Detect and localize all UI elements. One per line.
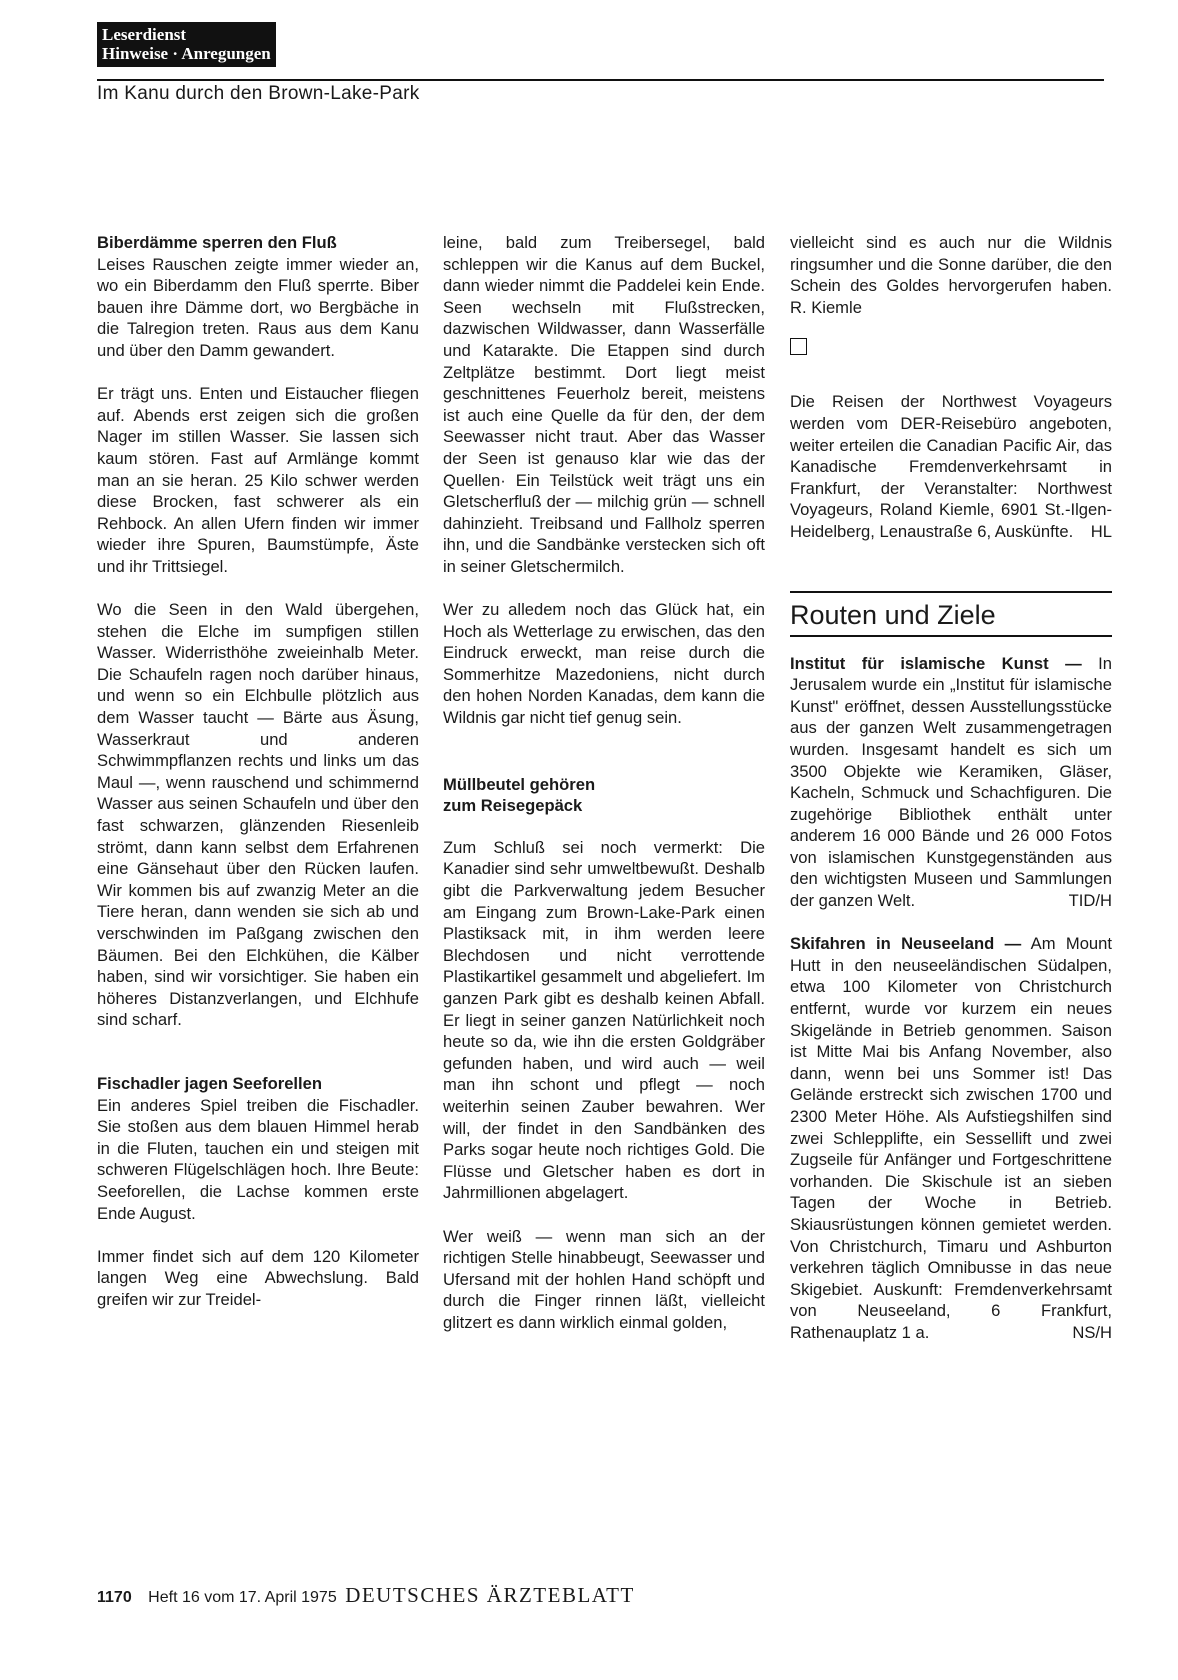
author-sign: TID/H bbox=[1068, 891, 1112, 911]
entry-islamische-kunst bbox=[790, 653, 1112, 912]
routes-heading: Routen und Ziele bbox=[790, 599, 996, 630]
section-label-line2: Hinweise · Anregungen bbox=[102, 44, 271, 63]
author-sign: NS/H bbox=[1072, 1322, 1112, 1342]
paragraph: Wo die Seen in den Wald übergehen, stehen die Elche im sumpfigen stillen Wasser. Widerristhöhe zweieinhalb Meter. Die Schaufeln ragen noch darüber hinaus, und wenn so ein Elchbulle plötzlich aus dem Wasser taucht — Bärte aus Äsung, Wasserkraut und anderen Schwimmpflanzen rechts und links um das Maul —, wenn rauschend und schimmernd Wasser aus seinen Schaufeln und über den fast schwarzen, glänzenden Riesenleib strömt, dann kann selbst dem Erfahrenen eine Gänsehaut über den Rücken laufen. Wir kommen bis auf zwanzig Meter an die Tiere heran, dann wenden sie sich ab und verschwinden im Paßgang zwischen den Bäumen. Bei den Elchkühen, die Kälber haben, sind wir vorsichtiger. Sie haben ein höheres Distanzverlangen, und Elchhufe sind scharf. bbox=[97, 600, 419, 1030]
routes-rule-top bbox=[790, 591, 1112, 593]
subheading-line: zum Reisegepäck bbox=[443, 796, 583, 816]
subheading-line: Müllbeutel gehören bbox=[443, 774, 596, 794]
paragraph: Wer weiß — wenn man sich an der richtigen Stelle hinabbeugt, Seewasser und Ufersand mit der hohlen Hand schöpft und durch die Finger rinnen läßt, vielleicht glitzert es dann wirklich einmal golden, bbox=[443, 1226, 765, 1332]
entry-title: Skifahren in Neuseeland — bbox=[790, 934, 1022, 954]
author-sign: HL bbox=[1090, 521, 1112, 541]
article-topic: Im Kanu durch den Brown-Lake-Park bbox=[97, 83, 420, 104]
subheading-biberdaemme: Biberdämme sperren den Fluß bbox=[97, 233, 337, 252]
paragraph: leine, bald zum Treibersegel, bald schleppen wir die Kanus auf dem Buckel, dann wieder nimmt die Paddelei kein Ende. Seen wechseln mit Flußstrecken, dazwischen Wildwasser, dann Wasserfälle und Katarakte. Die Etappen sind durch Zeltplätze bestimmt. Dort liegt meist geschnittenes Feuerholz bereit, meistens ist auch eine Quelle da für den, der dem Seewasser nicht traut. Aber das Wasser der Seen ist genauso klar wie das der Quellen· Ein Teilstück weit trägt uns ein Gletscherfluß der — milchig grün — schnell dahinzieht. Treibsand und Fallholz sperren ihn, und die Sandbänke verstecken sich oft in seiner Gletschermilch. bbox=[443, 233, 765, 576]
column-2 bbox=[443, 232, 765, 1334]
info-text: Die Reisen der Northwest Voyageurs werden vom DER-Reisebüro angeboten, weiter erteilen die Canadian Pacific Air, das Kanadische Fremdenverkehrsamt in Frankfurt, der Veranstalter: Northwest Voyageurs, Roland Kiemle, 6901 St.-Ilgen-Heidelberg, Lenaustraße 6, Auskünfte. bbox=[790, 392, 1112, 541]
column-1 bbox=[97, 232, 419, 1311]
section-label bbox=[97, 22, 276, 67]
page-number: 1170 bbox=[97, 1589, 132, 1606]
entry-skifahren bbox=[790, 933, 1112, 1343]
subheading-fischadler: Fischadler jagen Seeforellen bbox=[97, 1073, 323, 1093]
entry-title: Institut für islamische Kunst — bbox=[790, 653, 1082, 673]
paragraph: Immer findet sich auf dem 120 Kilometer langen Weg eine Abwechslung. Bald greifen wir zur Treidel- bbox=[97, 1246, 419, 1309]
paragraph-info bbox=[790, 391, 1112, 542]
paragraph: Wer zu alledem noch das Glück hat, ein Hoch als Wetterlage zu erwischen, das den Eindruck erweckt, man reise durch die Sommerhitze Mazedoniens, nicht durch den hohen Norden Kanadas, dem kann die Wildnis gar nicht tief genug sein. bbox=[443, 600, 765, 728]
entry-text: In Jerusalem wurde ein „Institut für islamische Kunst" eröffnet, dessen Ausstellungsstücke aus der ganzen Welt zusammengetragen wurden. Insgesamt handelt es sich um 3500 Objekte wie Keramiken, Gläser, Kacheln, Schmuck und Schachfiguren. Die zugehörige Bibliothek enthält unter anderem 16 000 Bände und 26 000 Fotos von islamischen Kunstgegenständen aus den wichtigsten Museen und Sammlungen der ganzen Welt. bbox=[790, 653, 1112, 911]
paragraph: Leises Rauschen zeigte immer wieder an, wo ein Biberdamm den Fluß sperrte. Biber bauen ihre Dämme dort, wo Bergbäche in die Talregion treten. Raus aus dem Kanu und über den Damm gewandert. bbox=[97, 254, 419, 360]
footer bbox=[97, 1583, 635, 1608]
column-3 bbox=[790, 232, 1112, 1344]
top-rule bbox=[97, 79, 1104, 81]
paragraph: Zum Schluß sei noch vermerkt: Die Kanadier sind sehr umweltbewußt. Deshalb gibt die Parkverwaltung jedem Besucher am Eingang zum Brown-Lake-Park einen Plastiksack mit, in ihm werden leere Blechdosen und nicht verrottende Plastikartikel gesammelt und abgeliefert. Im ganzen Park gibt es deshalb keinen Abfall. Er liegt in seiner ganzen Natürlichkeit noch heute so da, wie ihn die ersten Goldgräber gefunden haben, und wird auch — weil man ihn schont und pflegt — noch weiterhin seinen Zauber bewahren. Wer will, der findet in den Sandbänken des Parks sogar heute noch richtiges Gold. Die Flüsse und Gletscher haben es dort in Jahrmillionen abgelagert. bbox=[443, 837, 765, 1203]
checkbox-square-icon bbox=[790, 338, 807, 355]
entry-text: Am Mount Hutt in den neuseeländischen Südalpen, etwa 100 Kilometer von Christchurch entfernt, wurde vor kurzem ein neues Skigelände in Betrieb genommen. Saison ist Mitte Mai bis Anfang November, also dann, wenn bei uns Sommer ist! Das Gelände erstreckt sich zwischen 1700 und 2300 Meter Höhe. Als Aufstiegshilfen sind zwei Schlepplifte, ein Sessellift und zwei Zugseile für Anfänger und Fortgeschrittene vorhanden. Die Skischule ist an sieben Tagen der Woche in Betrieb. Skiausrüstungen können gemietet werden. Von Christchurch, Timaru und Ashburton verkehren täglich Omnibusse in das neue Skigebiet. Auskunft: Fremdenverkehrsamt von Neuseeland, 6 Frankfurt, Rathenauplatz 1 a. bbox=[790, 934, 1112, 1342]
paragraph: Er trägt uns. Enten und Eistaucher fliegen auf. Abends erst zeigen sich die großen Nager im stillen Wasser. Sie lassen sich kaum stören. Fast auf Armlänge kommt man an sie heran. 25 Kilo schwer werden diese Brocken, fast schwerer als ein Rehbock. An allen Ufern finden wir immer wieder ihre Spuren, Baumstümpfe, Äste und ihr Trittsiegel. bbox=[97, 384, 419, 576]
paragraph: vielleicht sind es auch nur die Wildnis ringsumher und die Sonne darüber, die den Schein des Goldes hervorgerufen haben. R. Kiemle bbox=[790, 233, 1112, 317]
paragraph: Ein anderes Spiel treiben die Fischadler. Sie stoßen aus dem blauen Himmel herab in die Fluten, tauchen ein und steigen mit schweren Flügelschlägen hoch. Ihre Beute: Seeforellen, die Lachse kommen erste Ende August. bbox=[97, 1095, 419, 1223]
subheading-muellbeutel bbox=[443, 774, 765, 817]
issue-info: Heft 16 vom 17. April 1975 bbox=[148, 1589, 337, 1606]
journal-name: DEUTSCHES ÄRZTEBLATT bbox=[345, 1583, 635, 1607]
section-label-line1: Leserdienst bbox=[102, 25, 187, 44]
routes-rule-bottom bbox=[790, 635, 1112, 637]
